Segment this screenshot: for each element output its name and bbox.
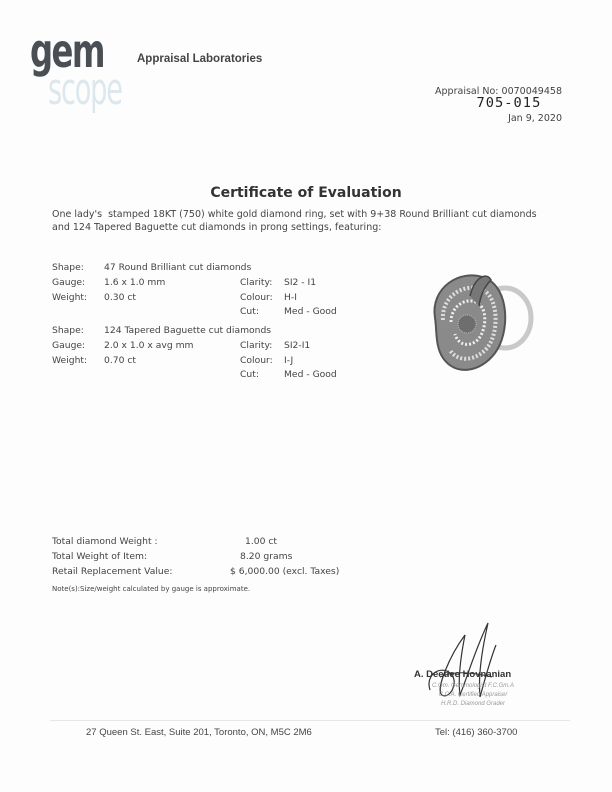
stone1-weight: 0.30 ct — [104, 292, 137, 303]
stone1-cut-row — [240, 306, 337, 317]
stone2-shape-label: Shape: — [52, 325, 84, 336]
stone2-colour: I-J — [284, 355, 294, 366]
stone2-shape: 124 Tapered Baguette cut diamonds — [104, 325, 272, 336]
logo-text-scope: scope — [48, 64, 122, 115]
stone1-colour-row — [240, 292, 297, 303]
stone2-gauge-row — [52, 340, 194, 351]
total-item-weight: 8.20 grams — [240, 551, 293, 562]
gemscope-logo — [28, 24, 138, 123]
total-diamond-weight-row — [52, 536, 277, 547]
stone2-cut: Med - Good — [284, 369, 337, 380]
stone2-clarity: SI2-I1 — [284, 340, 311, 351]
stone1-clarity: SI2 - I1 — [284, 277, 317, 288]
stone2-cut-label: Cut: — [240, 369, 259, 380]
signer-credential-2: C.C.A. Certified Appraiser — [438, 692, 508, 698]
stone1-clarity-label: Clarity: — [240, 277, 273, 288]
ring-photo — [415, 258, 535, 388]
stone2-weight-label: Weight: — [52, 355, 88, 366]
stone2-weight-row — [52, 355, 136, 366]
total-diamond-weight: 1.00 ct — [245, 536, 278, 547]
logo-text-gem: gem — [30, 24, 104, 78]
stone2-clarity-row — [240, 340, 310, 351]
stone2-cut-row — [240, 369, 337, 380]
stone2-weight: 0.70 ct — [104, 355, 137, 366]
signer-credential-3: H.R.D. Diamond Grader — [440, 701, 506, 707]
signer-name: A. Deedee Hovnanian — [414, 669, 512, 680]
stone1-cut-label: Cut: — [240, 306, 259, 317]
stone2-colour-label: Colour: — [240, 355, 273, 366]
stone1-shape-label: Shape: — [52, 262, 84, 273]
footer-telephone: Tel: (416) 360-3700 — [435, 727, 518, 738]
appraisal-number-value: 0070049458 — [501, 86, 562, 97]
stone2-gauge-label: Gauge: — [52, 340, 86, 351]
stone1-clarity-row — [240, 277, 316, 288]
lab-name: Appraisal Laboratories — [137, 53, 263, 65]
stone1-shape: 47 Round Brilliant cut diamonds — [104, 262, 252, 273]
intro-line-2: and 124 Tapered Baguette cut diamonds in prong settings, featuring: — [52, 222, 382, 233]
certificate-title: Certificate of Evaluation — [210, 185, 402, 201]
total-item-weight-label: Total Weight of Item: — [52, 551, 148, 562]
handwritten-reference: 705-015 — [476, 96, 542, 111]
stone1-colour: H-I — [284, 292, 297, 303]
footer-divider — [50, 720, 570, 721]
stone1-weight-label: Weight: — [52, 292, 88, 303]
retail-value: $ 6,000.00 (excl. Taxes) — [230, 566, 340, 577]
appraisal-date: Jan 9, 2020 — [508, 113, 562, 124]
stone2-gauge: 2.0 x 1.0 x avg mm — [104, 340, 194, 351]
intro-line-1: One lady's stamped 18KT (750) white gold diamond ring, set with 9+38 Round Brilliant cut diamonds — [52, 209, 537, 220]
stone1-gauge: 1.6 x 1.0 mm — [104, 277, 166, 288]
stone1-shape-row — [52, 262, 251, 273]
stone1-weight-row — [52, 292, 136, 303]
stone2-shape-row — [52, 325, 271, 336]
total-item-weight-row — [52, 551, 292, 562]
stone1-gauge-row — [52, 277, 165, 288]
stone2-colour-row — [240, 355, 293, 366]
stone1-gauge-label: Gauge: — [52, 277, 86, 288]
stone2-clarity-label: Clarity: — [240, 340, 273, 351]
stone1-cut: Med - Good — [284, 306, 337, 317]
appraisal-number-label: Appraisal No: — [435, 86, 499, 97]
note: Note(s):Size/weight calculated by gauge is approximate. — [52, 585, 251, 593]
stone1-colour-label: Colour: — [240, 292, 273, 303]
certificate-intro — [52, 208, 572, 234]
retail-value-label: Retail Replacement Value: — [52, 566, 173, 577]
signer-credential-1: C.Gm. Gemmologist F.C.Gm.A — [432, 683, 514, 689]
retail-value-row — [52, 566, 339, 577]
footer-address: 27 Queen St. East, Suite 201, Toronto, ON, M5C 2M6 — [86, 727, 312, 738]
total-diamond-weight-label: Total diamond Weight : — [52, 536, 158, 547]
